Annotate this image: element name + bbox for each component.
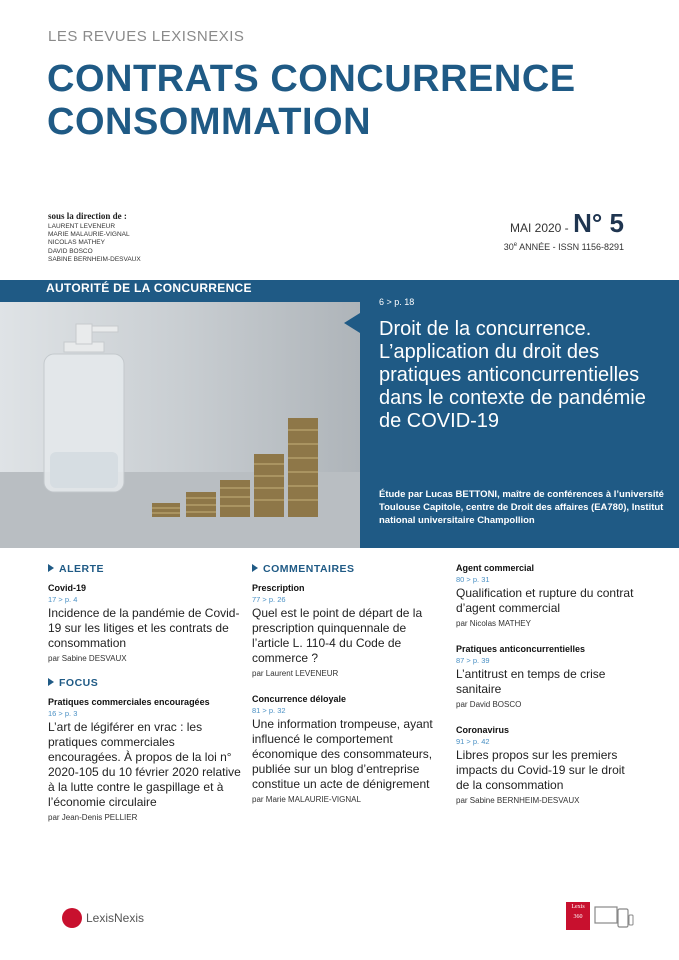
article-title[interactable]: L’art de légiférer en vrac : les pratiques commerciales encouragées. À propos de la loi n° 2020-105 du 10 février 2020 relative à la lutte contre le gaspillage et à l’économie circulaire [48, 720, 241, 809]
lexisnexis-logo [62, 908, 144, 928]
article-category: Pratiques commerciales encouragées [48, 697, 210, 707]
issue-year: 30e ANNÉE - ISSN 1156-8291 [503, 242, 624, 252]
director: LAURENT LEVENEUR [48, 223, 116, 230]
column-commentaires [252, 563, 437, 816]
article-author: par David BOSCO [456, 700, 522, 709]
journal-title-line1: CONTRATS CONCURRENCE [47, 58, 576, 100]
article-ref[interactable]: 80 > p. 31 [456, 575, 490, 584]
director: DAVID BOSCO [48, 247, 93, 255]
article-category: Agent commercial [456, 563, 535, 573]
devices-icon [594, 905, 634, 936]
article-category: Prescription [252, 583, 305, 593]
article-author: par Nicolas MATHEY [456, 619, 531, 628]
issue-date: MAI 2020 - [509, 221, 569, 235]
article-ref[interactable]: 91 > p. 42 [456, 737, 490, 746]
issue-number: N° 5 [573, 208, 624, 238]
article-category: Coronavirus [456, 725, 510, 735]
article-title[interactable]: Une information trompeuse, ayant influencé le comportement économique des consommateurs, publiée sur un blog d’entreprise constitue un acte de dénigrement [252, 717, 433, 791]
article-item[interactable] [456, 644, 636, 709]
article-item[interactable] [252, 583, 437, 678]
article-title[interactable]: Quel est le point de départ de la prescription quinquennale de l’article L. 110-4 du Code de commerce ? [252, 606, 423, 665]
article-item[interactable] [48, 697, 243, 822]
article-ref[interactable]: 87 > p. 39 [456, 656, 490, 665]
feature-title[interactable]: Droit de la concurrence. L’application du droit des pratiques anticoncurrentielles dans le contexte de pandémie de COVID-19 [379, 318, 646, 432]
article-item[interactable] [456, 725, 636, 805]
article-author: par Sabine DESVAUX [48, 654, 127, 663]
feature-ref[interactable]: 6 > p. 18 [379, 297, 415, 307]
article-title[interactable]: L’antitrust en temps de crise sanitaire [456, 667, 606, 696]
band-notch [344, 313, 360, 333]
rubric-label: AUTORITÉ DE LA CONCURRENCE [46, 281, 252, 295]
article-category: Concurrence déloyale [252, 694, 347, 704]
column-right [456, 563, 636, 817]
article-ref[interactable]: 81 > p. 32 [252, 706, 286, 715]
triangle-icon [252, 564, 258, 572]
article-item[interactable] [456, 563, 636, 628]
director: SABINE BERNHEIM-DESVAUX [48, 255, 141, 263]
article-author: par Marie MALAURIE-VIGNAL [252, 795, 361, 804]
lexis360-badge: Lexis 360 [566, 902, 590, 930]
article-title[interactable]: Qualification et rupture du contrat d’agent commercial [456, 586, 634, 615]
article-category: Pratiques anticoncurrentielles [456, 644, 586, 654]
triangle-icon [48, 678, 54, 686]
section-focus: FOCUS [48, 677, 243, 689]
brand-name: LexisNexis [86, 911, 145, 925]
section-alerte: ALERTE [48, 563, 243, 575]
section-commentaires: COMMENTAIRES [252, 563, 437, 575]
director: MARIE MALAURIE-VIGNAL [48, 231, 130, 239]
journal-title-line2: CONSOMMATION [47, 101, 372, 143]
article-item[interactable] [48, 583, 243, 663]
lexisnexis-logo-icon [62, 908, 82, 928]
article-ref[interactable]: 77 > p. 26 [252, 595, 286, 604]
triangle-icon [48, 564, 54, 572]
column-alerte-focus [48, 563, 243, 834]
article-author: par Jean-Denis PELLIER [48, 813, 138, 822]
article-author: par Sabine BERNHEIM-DESVAUX [456, 796, 580, 805]
directors-list [48, 223, 141, 264]
article-title[interactable]: Incidence de la pandémie de Covid-19 sur les litiges et les contrats de consommation [48, 606, 240, 650]
series-name: LES REVUES LEXISNEXIS [48, 28, 245, 45]
direction-label: sous la direction de : [48, 211, 127, 221]
article-ref[interactable]: 16 > p. 3 [48, 709, 78, 718]
article-ref[interactable]: 17 > p. 4 [48, 595, 78, 604]
article-category: Covid-19 [48, 583, 87, 593]
journal-title [47, 58, 576, 144]
feature-photo [0, 302, 360, 548]
director: NICOLAS MATHEY [48, 239, 105, 247]
article-title[interactable]: Libres propos sur les premiers impacts du Covid-19 sur le droit de la consommation [456, 748, 625, 792]
feature-etude: Étude par Lucas BETTONI, maître de conférences à l’université Toulouse Capitole, centre de Droit des affaires (EA780), Institut national universitaire Champollion [379, 489, 664, 526]
article-author: par Laurent LEVENEUR [252, 669, 339, 678]
article-item[interactable] [252, 694, 437, 804]
issue-info [504, 208, 624, 252]
